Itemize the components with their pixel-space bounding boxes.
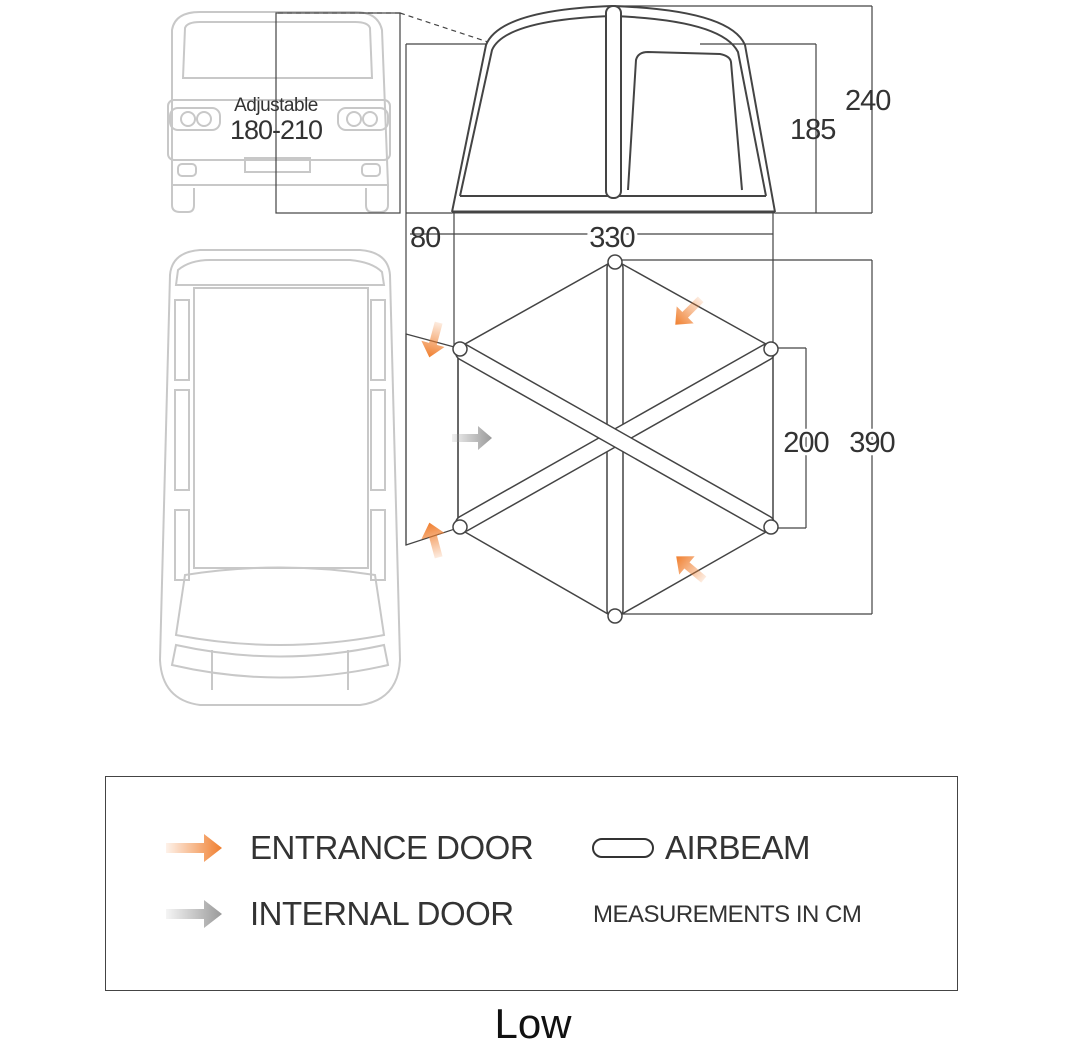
legend-internal-door-label: INTERNAL DOOR: [250, 895, 514, 932]
dim-offset: 80: [410, 222, 441, 254]
entrance-door-arrow-bottom-right: [668, 547, 711, 589]
caption: Low: [494, 1000, 572, 1047]
vehicle-top-view: [160, 250, 400, 705]
legend-airbeam: [591, 829, 810, 867]
vehicle-adjustable-label: Adjustable: [234, 95, 318, 116]
dim-depth-side: 200: [783, 427, 829, 459]
dim-height-total: 240: [845, 85, 891, 117]
legend-internal-door: [164, 895, 514, 933]
legend-entrance-door-label: ENTRANCE DOOR: [250, 829, 534, 866]
airbeams: [453, 255, 778, 623]
legend-measurements-note: MEASUREMENTS IN CM: [593, 901, 862, 928]
entrance-door-arrow-left-top: [418, 320, 450, 361]
legend-airbeam-label: AIRBEAM: [665, 829, 811, 866]
dim-width: 330: [589, 222, 635, 254]
airbeam-icon: [591, 830, 657, 866]
dim-height-door: 185: [790, 114, 836, 146]
legend-entrance-door: [164, 829, 533, 867]
vehicle-adjustable-range: 180-210: [229, 115, 323, 145]
legend-measurements: [593, 901, 861, 929]
tent-side-view: [452, 6, 775, 212]
dim-depth-total: 390: [849, 427, 895, 459]
grey-arrow-icon: [164, 896, 224, 932]
entrance-door-arrow-top-right: [667, 291, 709, 333]
orange-arrow-icon: [164, 830, 224, 866]
legend: [105, 776, 958, 991]
